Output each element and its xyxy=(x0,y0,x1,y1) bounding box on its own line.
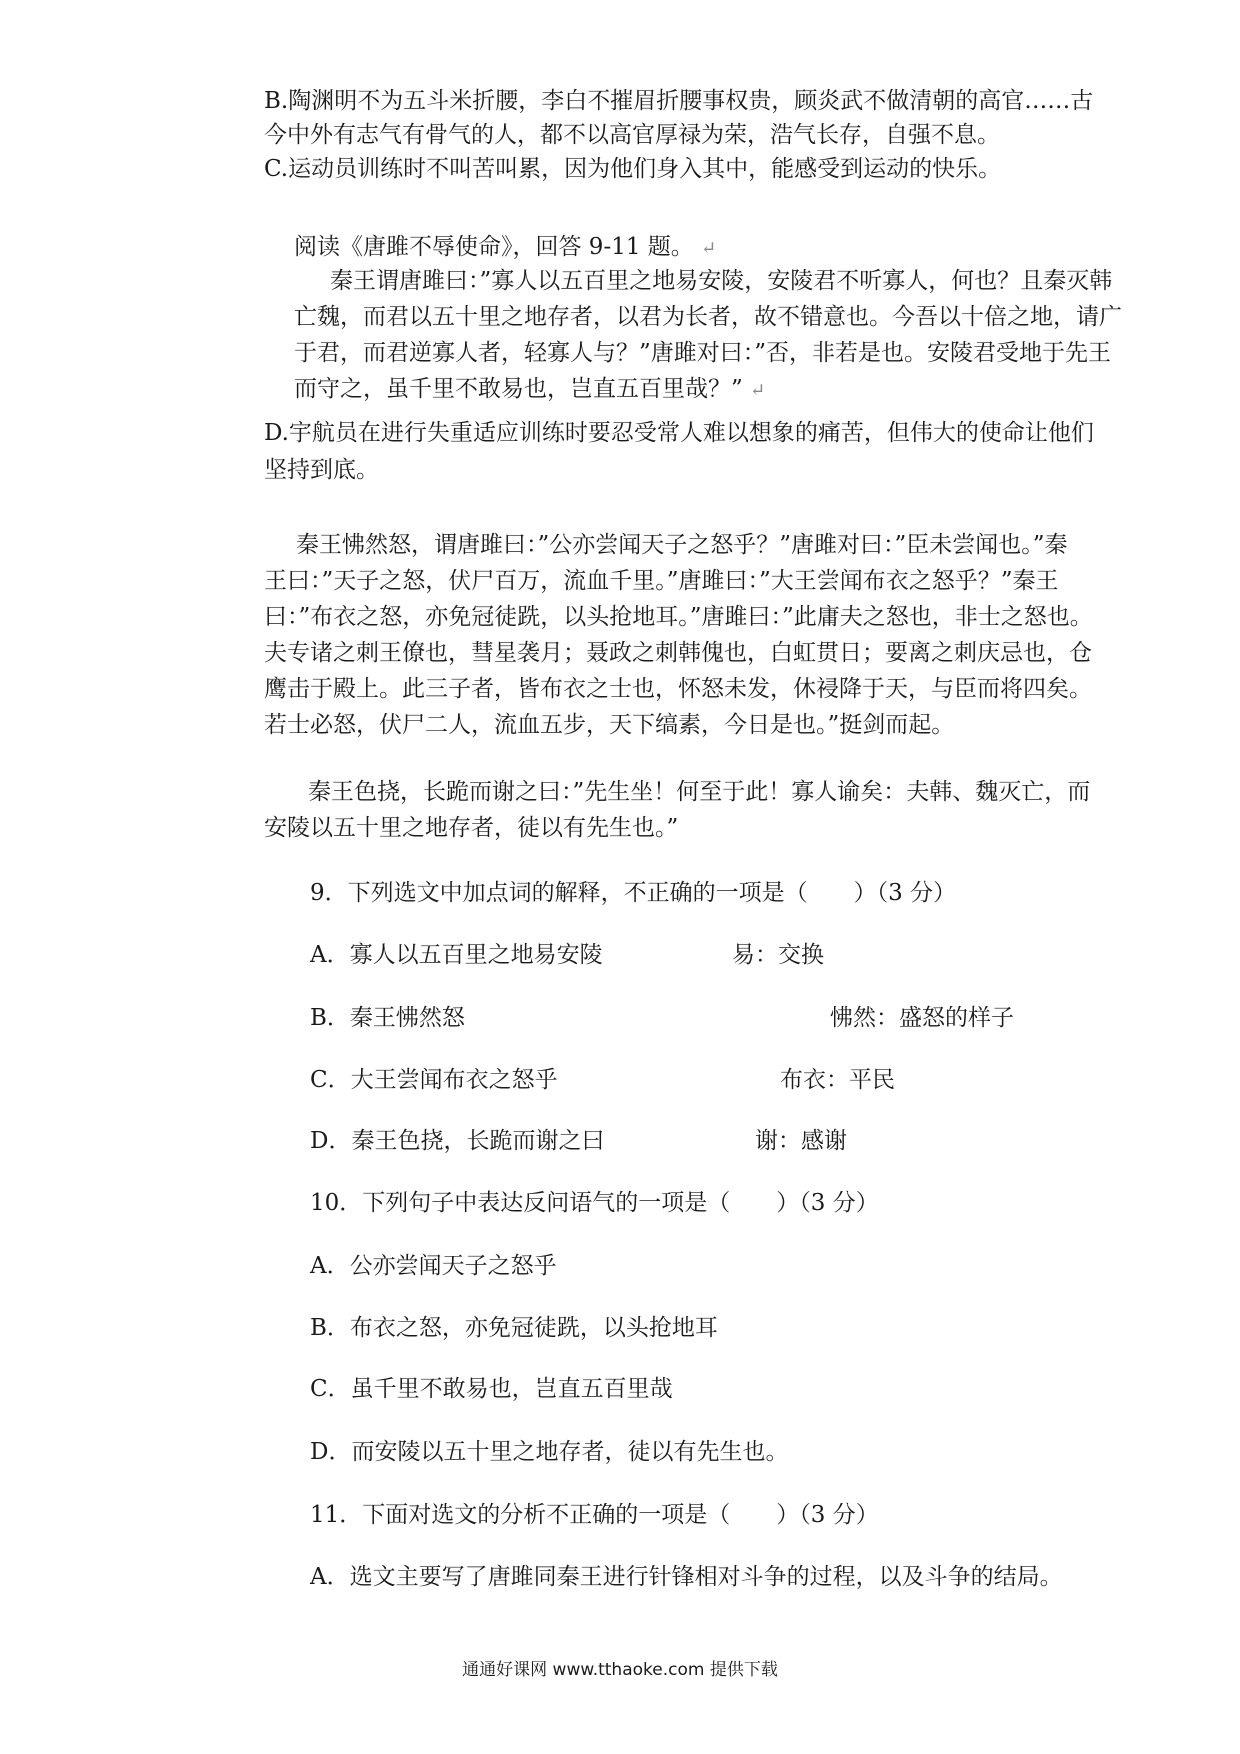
q10-option-a: A．公亦尝闻天子之怒乎 xyxy=(310,1253,557,1279)
para2-line1: 秦王怫然怒，谓唐雎曰：”公亦尝闻天子之怒乎？”唐雎对曰：”臣未尝闻也。”秦 xyxy=(296,532,1068,558)
option-b-line2: 今中外有志气有骨气的人，都不以高官厚禄为荣，浩气长存，自强不息。 xyxy=(264,122,1000,148)
return-mark-icon: ↵ xyxy=(750,380,766,401)
q11-option-a: A．选文主要写了唐雎同秦王进行针锋相对斗争的过程，以及斗争的结局。 xyxy=(310,1564,1063,1590)
insert-line1: 秦王谓唐雎曰：”寡人以五百里之地易安陵，安陵君不听寡人，何也？且秦灭韩 xyxy=(330,268,1113,294)
q9-gloss-d: 谢：感谢 xyxy=(755,1128,847,1154)
option-d-line1: D.宇航员在进行失重适应训练时要忍受常人难以想象的痛苦，但伟大的使命让他们 xyxy=(264,420,1094,446)
option-c-line1: C.运动员训练时不叫苦叫累，因为他们身入其中，能感受到运动的快乐。 xyxy=(264,156,1002,182)
q9-gloss-a: 易：交换 xyxy=(732,942,824,968)
para2-line5: 鹰击于殿上。此三子者，皆布衣之士也，怀怒未发，休祲降于天，与臣而将四矣。 xyxy=(264,676,1092,702)
para2-line3: 曰：”布衣之怒，亦免冠徒跣，以头抢地耳。”唐雎曰：”此庸夫之怒也，非士之怒也。 xyxy=(264,604,1093,630)
insert-line2: 亡魏，而君以五十里之地存者，以君为长者，故不错意也。今吾以十倍之地，请广 xyxy=(294,304,1122,330)
q10-stem: 10．下列句子中表达反问语气的一项是（ ）（3 分） xyxy=(310,1190,879,1216)
insert-line3: 于君，而君逆寡人者，轻寡人与？”唐雎对曰：”否，非若是也。安陵君受地于先王 xyxy=(294,340,1112,366)
para2-line4: 夫专诸之刺王僚也，彗星袭月；聂政之刺韩傀也，白虹贯日；要离之刺庆忌也，仓 xyxy=(264,640,1092,666)
para3-line1: 秦王色挠，长跪而谢之曰：”先生坐！何至于此！寡人谕矣：夫韩、魏灭亡，而 xyxy=(308,779,1091,805)
q9-option-a: A．寡人以五百里之地易安陵 xyxy=(310,942,603,968)
option-b-line1: B.陶渊明不为五斗米折腰，李白不摧眉折腰事权贵，顾炎武不做清朝的高官……古 xyxy=(264,88,1094,114)
insert-line4: 而守之，虽千里不敢易也，岂直五百里哉？” ↵ xyxy=(294,376,766,402)
return-mark-icon: ↵ xyxy=(701,238,717,259)
reading-heading: 阅读《唐雎不辱使命》，回答 9-11 题。 ↵ xyxy=(294,234,717,260)
option-d-line2: 坚持到底。 xyxy=(264,457,379,483)
inserted-text-block xyxy=(282,232,1162,412)
para2-line2: 王曰：”天子之怒，伏尸百万，流血千里。”唐雎曰：”大王尝闻布衣之怒乎？”秦王 xyxy=(264,568,1059,594)
q10-option-d: D．而安陵以五十里之地存者，徒以有先生也。 xyxy=(310,1439,789,1465)
q9-gloss-b: 怫然：盛怒的样子 xyxy=(830,1005,1014,1031)
q9-gloss-c: 布衣：平民 xyxy=(780,1067,895,1093)
q9-option-b: B．秦王怫然怒 xyxy=(310,1005,465,1031)
q9-stem: 9．下列选文中加点词的解释，不正确的一项是（ ）（3 分） xyxy=(310,880,957,906)
footer-source: 通通好课网 www.tthaoke.com 提供下载 xyxy=(462,1660,778,1680)
para3-line2: 安陵以五十里之地存者，徒以有先生也。” xyxy=(264,815,679,841)
q10-option-b: B．布衣之怒，亦免冠徒跣，以头抢地耳 xyxy=(310,1315,718,1341)
q11-stem: 11．下面对选文的分析不正确的一项是（ ）（3 分） xyxy=(310,1502,879,1528)
q10-option-c: C．虽千里不敢易也，岂直五百里哉 xyxy=(310,1376,673,1402)
q9-option-d: D．秦王色挠，长跪而谢之曰 xyxy=(310,1128,605,1154)
q9-option-c: C．大王尝闻布衣之怒乎 xyxy=(310,1067,558,1093)
para2-line6: 若士必怒，伏尸二人，流血五步，天下缟素，今日是也。”挺剑而起。 xyxy=(264,712,955,738)
